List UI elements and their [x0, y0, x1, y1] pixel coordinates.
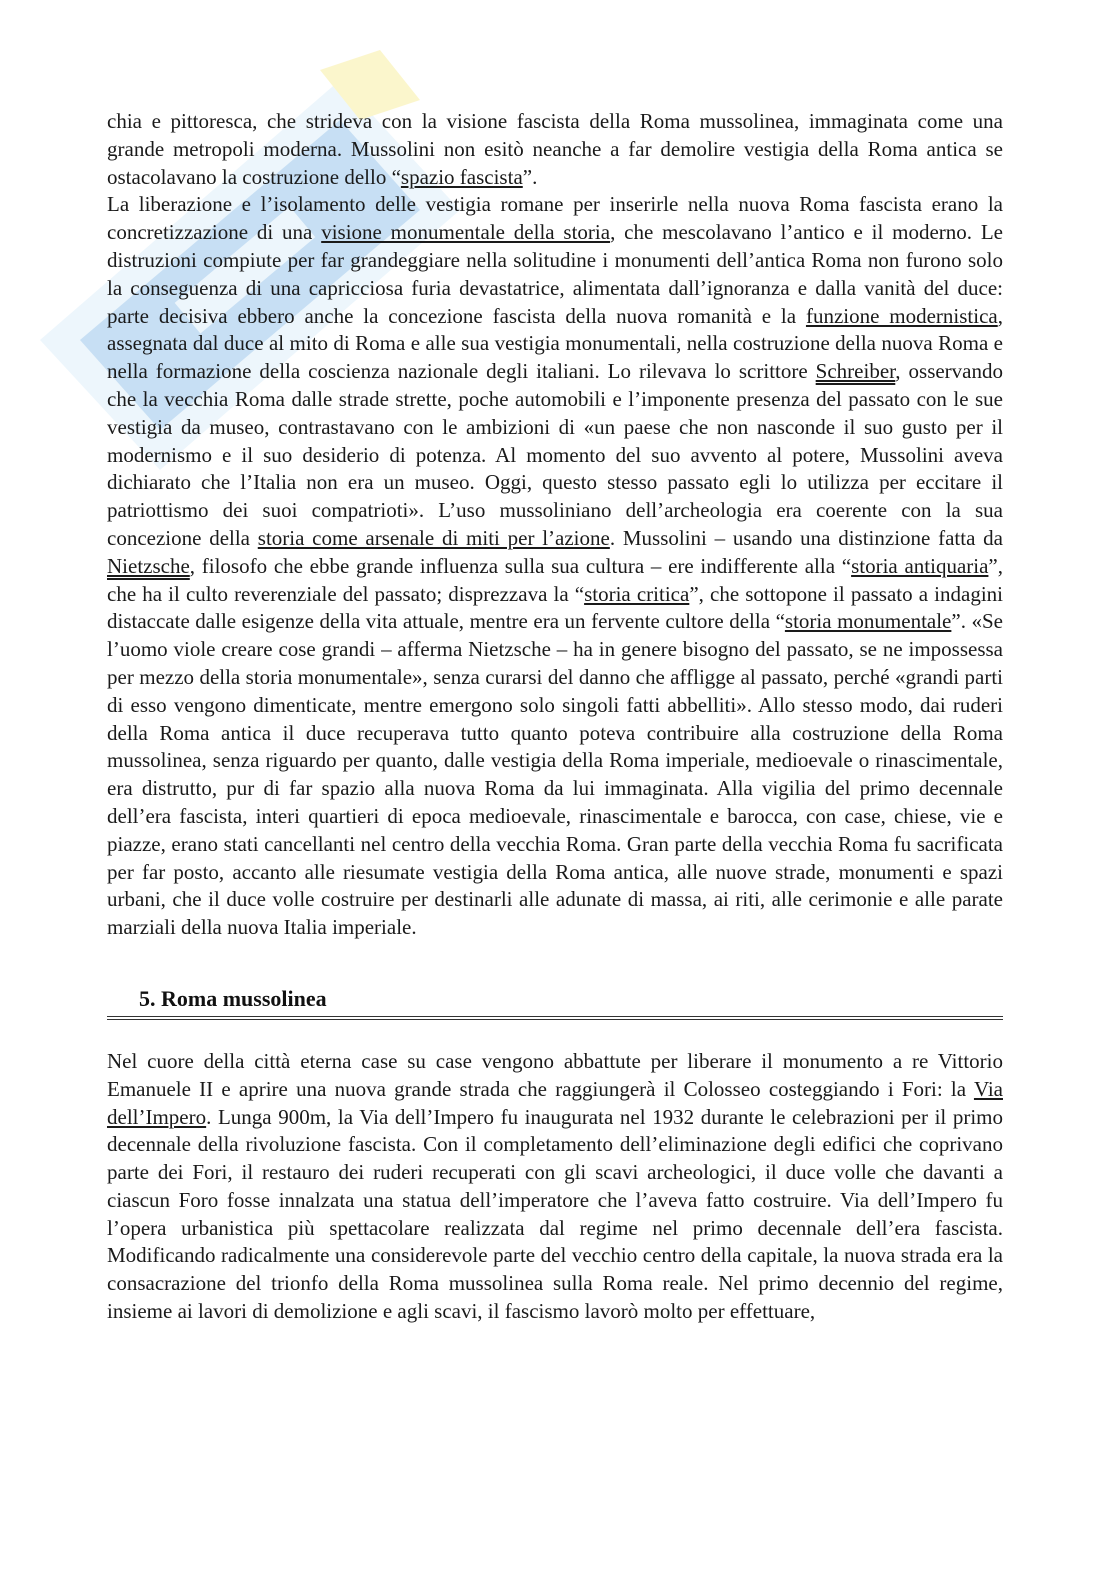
- underlined-term: storia monumentale: [784, 609, 952, 634]
- text-run: . Lunga 900m, la Via dell’Impero fu inaugurata nel 1932 durante le celebrazioni per il primo decennale della rivoluzione fascista. Con il completamento dell’eliminazione degli edifici che coprivano parte dei Fori, il restauro dei ruderi recuperati con gli scavi archeologici, il duce volle che davanti a ciascun Foro fosse innalzata una statua dell’imperatore che l’aveva fatto costruire. Via dell’Impero fu l’opera urbanistica più spettacolare realizzata dal regime nel primo decennale dell’era fascista. Modificando radicalmente una considerevole parte del vecchio centro della capitale, la nuova strada era la consacrazione del trionfo della Roma mussolinea sulla Roma reale. Nel primo decennio del regime, insieme ai lavori di demolizione e agli scavi, il fascismo lavorò molto per effettuare,: [107, 1104, 1003, 1324]
- underlined-term: Nietzsche: [107, 553, 190, 578]
- text-run: ”.: [522, 164, 538, 189]
- text-run: ”, che ha il culto reverenziale del passato; disprezzava la “: [107, 553, 1003, 606]
- text-run: , osservando che la vecchia Roma dalle strade strette, poche automobili e l’imponente presenza del passato con le sue vestigia da museo, contrastavano con le ambizioni di «un paese che non nasconde il suo gusto per il modernismo e il suo desiderio di potenza. Al momento del suo avvento al potere, Mussolini aveva dichiarato che l’Italia non era un museo. Oggi, questo stesso passato egli lo utilizza per eccitare il patriottismo dei suoi compatrioti». L’uso mussoliniano dell’archeologia era coerente con la sua concezione della: [107, 359, 1004, 550]
- text-run: ”. «Se l’uomo viole creare cose grandi – afferma Nietzsche – ha in genere bisogno del passato, se ne impossessa per mezzo della storia monumentale», senza curarsi del danno che affligge al passato, perché «grandi parti di esso vengono dimenticate, mentre emergono solo singoli fatti abbelliti». Allo stesso modo, dai ruderi della Roma antica il duce recuperava tutto quanto poteva contribuire alla costruzione della Roma mussolinea, senza riguardo per quanto, dalle vestigia della Roma imperiale, medioevale o rinascimentale, era distrutto, pur di far spazio alla nuova Roma da lui immaginata. Alla vigilia del primo decennale dell’era fascista, interi quartieri di epoca medioevale, rinascimentale e barocca, con case, chiese, vie e piazze, erano stati cancellanti nel centro della vecchia Roma. Gran parte della vecchia Roma fu sacrificata per far posto, accanto alle riesumate vestigia della Roma antica, alle nuove strade, monumenti e spazi urbani, che il duce volle costruire per destinarli alle adunate di massa, ai riti, alle cerimonie e alle parate marziali della nuova Italia imperiale.: [107, 609, 1003, 940]
- text-run: . Mussolini – usando una distinzione fatta da: [609, 525, 1003, 550]
- underlined-term: Schreiber: [815, 359, 896, 384]
- text-run: , filosofo che ebbe grande influenza sulla sua cultura – ere indifferente alla “: [189, 553, 852, 578]
- section-heading-block: [107, 984, 1003, 1020]
- body-paragraph: [107, 108, 1003, 191]
- underlined-term: spazio fascista: [400, 164, 523, 189]
- underlined-term: Via dell’Impero: [107, 1076, 1003, 1129]
- document-page: [107, 108, 1003, 1326]
- body-paragraph: [107, 1048, 1003, 1326]
- section-heading: 5. Roma mussolinea: [139, 985, 327, 1011]
- text-run: Nel cuore della città eterna case su case vengono abbattute per liberare il monumento a re Vittorio Emanuele II e aprire una nuova grande strada che raggiungerà il Colosseo costeggiando i Fori: la: [107, 1048, 1003, 1101]
- text-run: , che mescolavano l’antico e il moderno. Le distruzioni compiute per far grandeggiare nella solitudine i monumenti dell’antica Roma non furono solo la conseguenza di una capricciosa furia devastatrice, alimentata dall’ignoranza e dalla vanità del duce: parte decisiva ebbero anche la concezione fascista della nuova romanità e la: [107, 220, 1003, 328]
- text-run: ”, che sottopone il passato a indagini distaccate dalle esigenze della vita attuale, mentre era un fervente cultore della “: [107, 581, 1003, 634]
- underlined-term: storia come arsenale di miti per l’azione: [257, 525, 610, 550]
- underlined-term: storia critica: [584, 581, 690, 606]
- underlined-term: storia antiquaria: [851, 553, 989, 578]
- underlined-term: visione monumentale della storia: [321, 220, 611, 245]
- text-run: chia e pittoresca, che strideva con la visione fascista della Roma mussolinea, immaginata come una grande metropoli moderna. Mussolini non esitò neanche a far demolire vestigia della Roma antica se ostacolavano la costruzione dello “: [107, 109, 1003, 189]
- body-paragraph: [107, 191, 1003, 942]
- text-run: La liberazione e l’isolamento delle vestigia romane per inserirle nella nuova Roma fascista erano la concretizzazione di una: [107, 192, 1003, 245]
- text-run: , assegnata dal duce al mito di Roma e alle sua vestigia monumentali, nella costruzione della nuova Roma e nella formazione della coscienza nazionale degli italiani. Lo rilevava lo scrittore: [107, 303, 1003, 384]
- underlined-term: funzione modernistica: [805, 303, 998, 328]
